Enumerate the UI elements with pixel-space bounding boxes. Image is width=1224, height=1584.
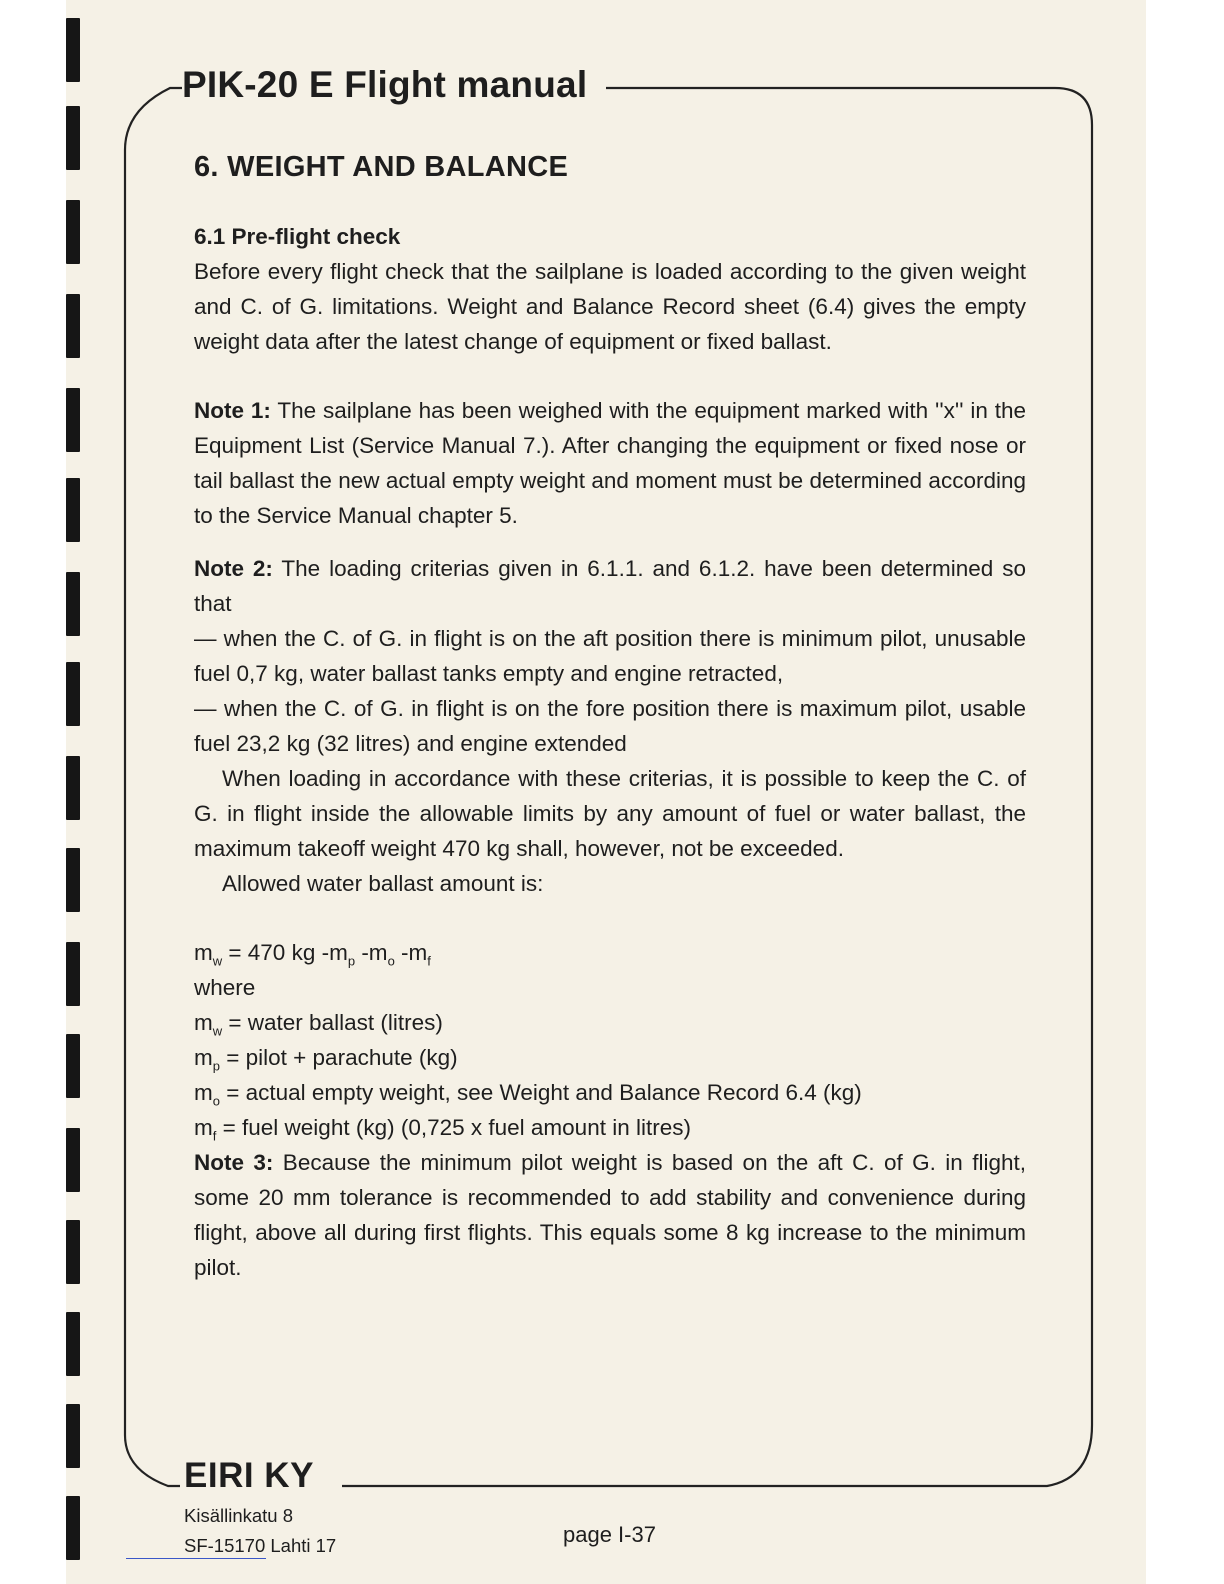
- note-1-label: Note 1:: [194, 398, 271, 423]
- subsection-heading: 6.1 Pre-flight check: [194, 224, 401, 249]
- definition-row: $m_f$ = fuel weight (kg) (0,725 x fuel amount in litres): [194, 1115, 691, 1144]
- section-heading: 6. WEIGHT AND BALANCE: [194, 151, 569, 183]
- definition-row: $m_w$ = water ballast (litres): [194, 1010, 443, 1039]
- bullet-aft-position: — when the C. of G. in flight is on the aft position there is minimum pilot, unusable fuel 0,7 kg, water ballast tanks empty and engine retracted,: [194, 626, 1026, 686]
- manual-title: PIK-20 E Flight manual: [182, 64, 588, 105]
- note-2-label: Note 2:: [194, 556, 273, 581]
- address-city: SF-15170 Lahti 17: [184, 1535, 337, 1556]
- note-1: [194, 393, 1026, 533]
- note-2: [194, 551, 1026, 621]
- company-name: EIRI KY: [184, 1456, 314, 1495]
- allowed-ballast-paragraph: Allowed water ballast amount is:: [222, 871, 544, 896]
- note-3-label: Note 3:: [194, 1150, 274, 1175]
- intro-paragraph: Before every flight check that the sailplane is loaded according to the given weight and C. of G. limitations. Weight and Balance Record sheet (6.4) gives the empty weight data after the latest change of equipment or fixed ballast.: [194, 259, 1026, 354]
- where-label: where: [194, 975, 256, 1000]
- definition-row: $m_p$ = pilot + parachute (kg): [194, 1045, 458, 1074]
- loading-paragraph: When loading in accordance with these criterias, it is possible to keep the C. of G. in flight inside the allowable limits by any amount of fuel or water ballast, the maximum takeoff weight 470 kg shall, however, not be exceeded.: [194, 766, 1026, 861]
- note-2-text: The loading criterias given in 6.1.1. and 6.1.2. have been determined so that: [194, 556, 1026, 616]
- bullet-fore-position: — when the C. of G. in flight is on the fore position there is maximum pilot, usable fuel 23,2 kg (32 litres) and engine extended: [194, 696, 1026, 756]
- definition-row: $m_o$ = actual empty weight, see Weight and Balance Record 6.4 (kg): [194, 1080, 862, 1109]
- company-address: [184, 1501, 336, 1561]
- note-1-text: The sailplane has been weighed with the equipment marked with ''x'' in the Equipment List (Service Manual 7.). After changing the equipment or fixed nose or tail ballast the new actual empty weight and moment must be determined according to the Service Manual chapter 5.: [194, 398, 1026, 528]
- frame-left-line: [125, 88, 182, 1486]
- note-3: [194, 1145, 1026, 1285]
- address-street: Kisällinkatu 8: [184, 1505, 294, 1526]
- link-underline: [126, 1558, 266, 1559]
- note-3-text: Because the minimum pilot weight is based on the aft C. of G. in flight, some 20 mm tolerance is recommended to add stability and convenience during flight, above all during first flights. This equals some 8 kg increase to the minimum pilot.: [194, 1150, 1026, 1280]
- water-ballast-formula: $m_w = 470$ kg $-m_p$ $-m_o$ $-m_f$: [194, 940, 431, 969]
- page-number: page I-37: [563, 1522, 656, 1547]
- page-content: [194, 150, 1026, 1285]
